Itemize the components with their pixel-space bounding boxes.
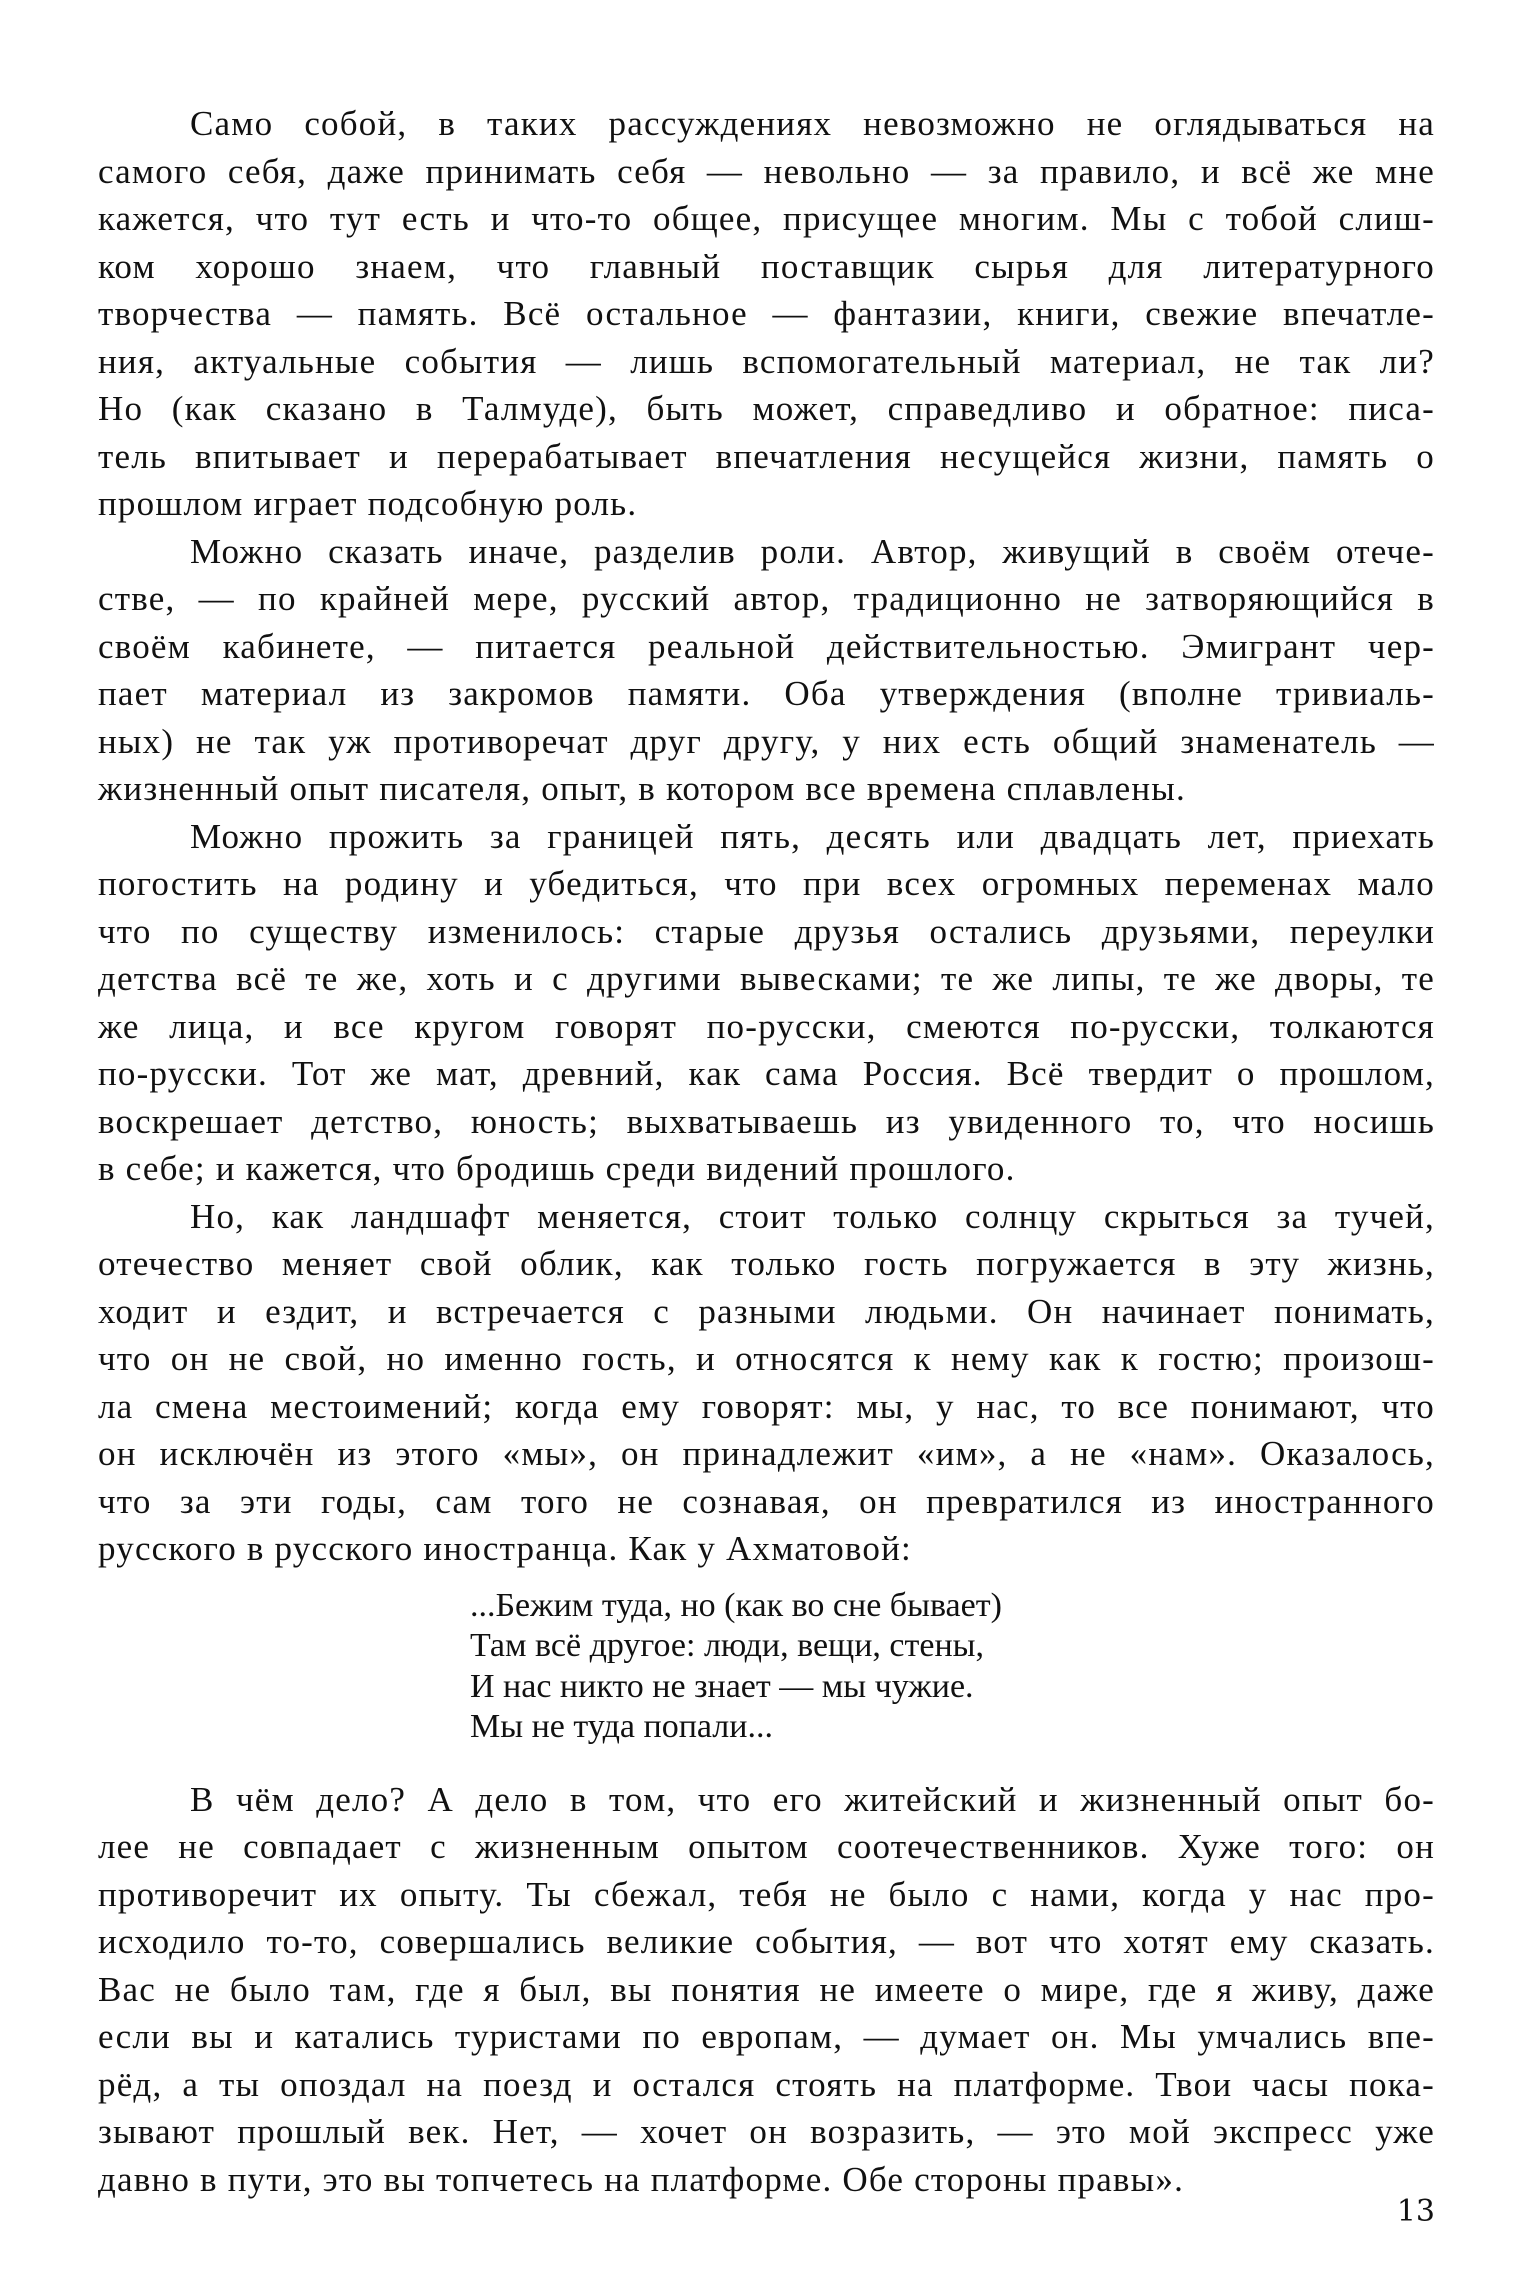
text-line: что за эти годы, сам того не сознавая, он превратился из иностранного xyxy=(98,1481,1435,1521)
text-line: тель впитывает и перерабатывает впечатления несущейся жизни, память о xyxy=(98,436,1435,476)
text-line: детства всё те же, хоть и с другими вывесками; те же липы, те же дворы, те xyxy=(98,959,1435,998)
text-line: кажется, что тут есть и что-то общее, присущее многим. Мы с тобой слиш- xyxy=(98,199,1435,238)
poem-line: Там всё другое: люди, вещи, стены, xyxy=(470,1627,985,1664)
text-line: прошлом играет подсобную роль. xyxy=(98,484,638,523)
text-line: Само собой, в таких рассуждениях невозможно не оглядываться на xyxy=(190,104,1435,143)
paragraph xyxy=(98,100,1435,528)
text-line: рёд, а ты опоздал на поезд и остался стоять на платформе. Твои часы пока- xyxy=(98,2064,1435,2104)
text-line: по-русски. Тот же мат, древний, как сама Россия. Всё твердит о прошлом, xyxy=(98,1054,1435,1093)
text-line: жизненный опыт писателя, опыт, в котором все времена сплавлены. xyxy=(98,769,1186,808)
text-line: пает материал из закромов памяти. Оба утверждения (вполне тривиаль- xyxy=(98,674,1435,713)
text-line: ла смена местоимений; когда ему говорят: мы, у нас, то все понимают, что xyxy=(98,1386,1435,1426)
paragraph xyxy=(98,1776,1435,2204)
text-line: русского в русского иностранца. Как у Ахматовой: xyxy=(98,1529,912,1568)
text-line: своём кабинете, — питается реальной действительностью. Эмигрант чер- xyxy=(98,626,1435,666)
poem-line: Мы не туда попали... xyxy=(470,1708,773,1745)
text-line: Можно сказать иначе, разделив роли. Автор, живущий в своём отече- xyxy=(190,531,1435,571)
text-line: ных) не так уж противоречат друг другу, у них есть общий знаменатель — xyxy=(98,721,1435,761)
poem-quote xyxy=(470,1586,1435,1748)
paragraph xyxy=(98,528,1435,813)
text-line: зывают прошлый век. Нет, — хочет он возразить, — это мой экспресс уже xyxy=(98,2112,1435,2151)
text-line: если вы и катались туристами по европам, — думает он. Мы умчались впе- xyxy=(98,2017,1435,2056)
poem-line: ...Бежим туда, но (как во сне бывает) xyxy=(470,1586,1002,1624)
text-line: В чём дело? А дело в том, что его житейский и жизненный опыт бо- xyxy=(190,1779,1435,1819)
text-line: ком хорошо знаем, что главный поставщик сырья для литературного xyxy=(98,246,1435,286)
text-line: самого себя, даже принимать себя — невольно — за правило, и всё же мне xyxy=(98,151,1435,191)
text-line: исходило то-то, совершались великие события, — вот что хотят ему сказать. xyxy=(98,1922,1435,1961)
text-line: что по существу изменилось: старые друзья остались друзьями, переулки xyxy=(98,911,1435,951)
text-line: Можно прожить за границей пять, десять или двадцать лет, приехать xyxy=(190,816,1435,856)
text-line: в себе; и кажется, что бродишь среди видений прошлого. xyxy=(98,1149,1016,1188)
text-line: воскрешает детство, юность; выхватываешь из увиденного то, что носишь xyxy=(98,1101,1435,1141)
body-text-top xyxy=(98,100,1435,1573)
text-column xyxy=(98,100,1435,2203)
text-line: Но, как ландшафт меняется, стоит только солнцу скрыться за тучей, xyxy=(190,1196,1435,1236)
text-line: же лица, и все кругом говорят по-русски, смеются по-русски, толкаются xyxy=(98,1006,1435,1046)
text-line: противоречит их опыту. Ты сбежал, тебя не было с нами, когда у нас про- xyxy=(98,1874,1435,1914)
text-line: отечество меняет свой облик, как только гость погружается в эту жизнь, xyxy=(98,1244,1435,1283)
text-line: Но (как сказано в Талмуде), быть может, справедливо и обратное: писа- xyxy=(98,389,1435,428)
text-line: Вас не было там, где я был, вы понятия не имеете о мире, где я живу, даже xyxy=(98,1969,1435,2009)
text-line: что он не свой, но именно гость, и относятся к нему как к гостю; произош- xyxy=(98,1339,1435,1378)
page-number: 13 xyxy=(1396,2194,1435,2229)
text-line: погостить на родину и убедиться, что при всех огромных переменах мало xyxy=(98,864,1435,903)
body-text-bottom xyxy=(98,1776,1435,2204)
text-line: лее не совпадает с жизненным опытом соотечественников. Хуже того: он xyxy=(98,1827,1435,1866)
text-line: ния, актуальные события — лишь вспомогательный материал, не так ли? xyxy=(98,341,1435,381)
text-line: творчества — память. Всё остальное — фантазии, книги, свежие впечатле- xyxy=(98,294,1435,333)
poem-line: И нас никто не знает — мы чужие. xyxy=(470,1667,974,1705)
paragraph xyxy=(98,1193,1435,1573)
paragraph xyxy=(98,813,1435,1193)
text-line: ходит и ездит, и встречается с разными людьми. Он начинает понимать, xyxy=(98,1291,1435,1331)
text-line: стве, — по крайней мере, русский автор, традиционно не затворяющийся в xyxy=(98,579,1435,618)
text-line: он исключён из этого «мы», он принадлежит «им», а не «нам». Оказалось, xyxy=(98,1434,1435,1473)
text-line: давно в пути, это вы топчетесь на платформе. Обе стороны правы». xyxy=(98,2159,1185,2199)
